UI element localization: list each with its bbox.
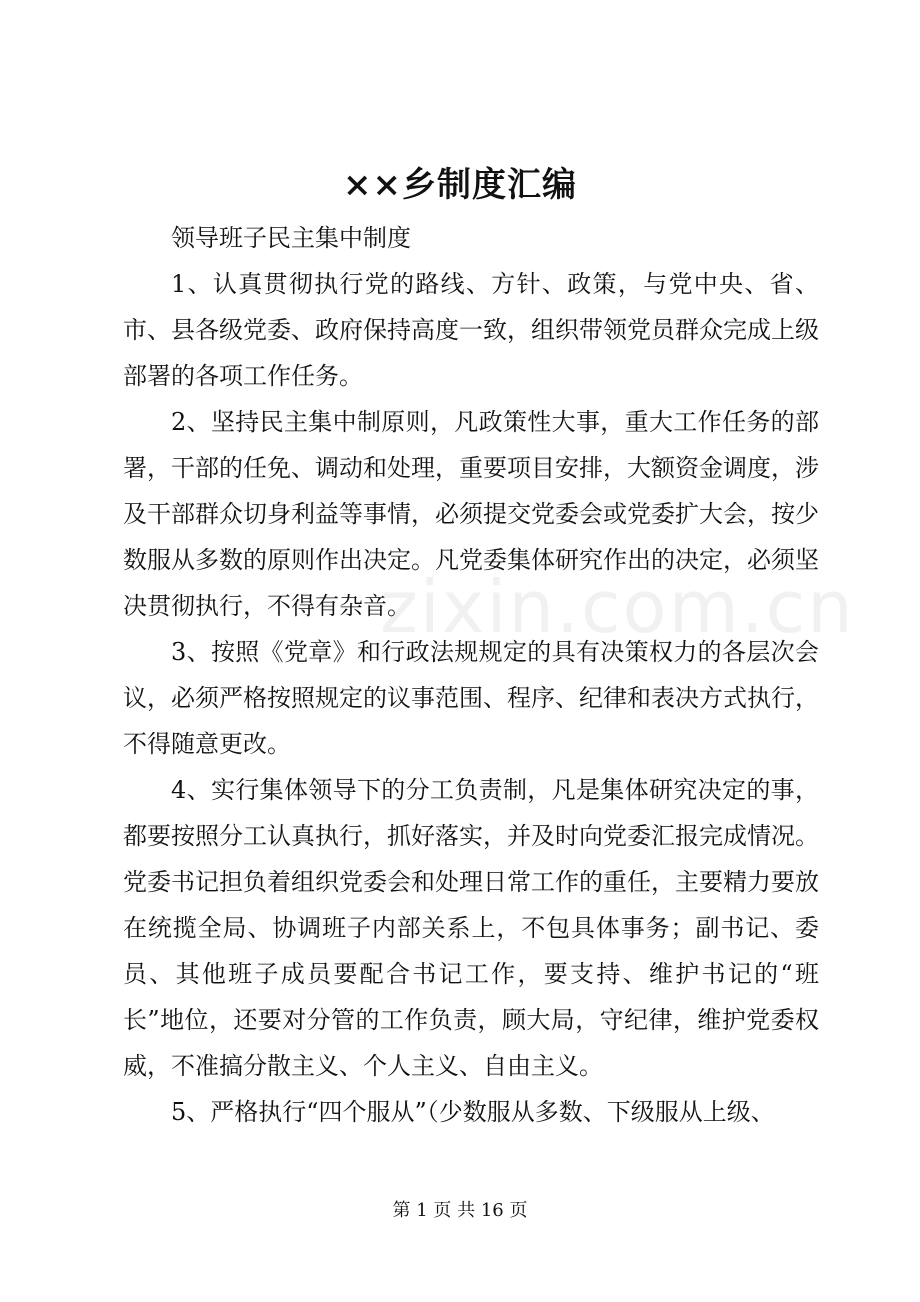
document-body [123, 215, 819, 1135]
paragraph-5: 5、严格执行“四个服从”（少数服从多数、下级服从上级、 [171, 1098, 775, 1126]
paragraph-3: 3、按照《党章》和行政法规规定的具有决策权力的各层次会议，必须严格按照规定的议事范围、程序、纪律和表决方式执行，不得随意更改。 [123, 638, 819, 758]
document-title: ××乡制度汇编 [343, 165, 577, 205]
paragraph-1: 1、认真贯彻执行党的路线、方针、政策，与党中央、省、市、县各级党委、政府保持高度一致，组织带领党员群众完成上级部署的各项工作任务。 [123, 270, 819, 390]
section-heading: 领导班子民主集中制度 [171, 224, 411, 252]
page-footer: 第 1 页 共 16 页 [392, 1200, 528, 1221]
paragraph-4: 4、实行集体领导下的分工负责制，凡是集体研究决定的事，都要按照分工认真执行，抓好落实，并及时向党委汇报完成情况。党委书记担负着组织党委会和处理日常工作的重任，主要精力要放在统揽全局、协调班子内部关系上，不包具体事务；副书记、委员、其他班子成员要配合书记工作，要支持、维护书记的“班长”地位，还要对分管的工作负责，顾大局，守纪律，维护党委权威，不准搞分散主义、个人主义、自由主义。 [123, 776, 819, 1080]
paragraph-2: 2、坚持民主集中制原则，凡政策性大事，重大工作任务的部署，干部的任免、调动和处理，重要项目安排，大额资金调度，涉及干部群众切身利益等事情，必须提交党委会或党委扩大会，按少数服从多数的原则作出决定。凡党委集体研究作出的决定，必须坚决贯彻执行，不得有杂音。 [123, 408, 819, 620]
watermark: zixin.com.cn [380, 565, 855, 649]
